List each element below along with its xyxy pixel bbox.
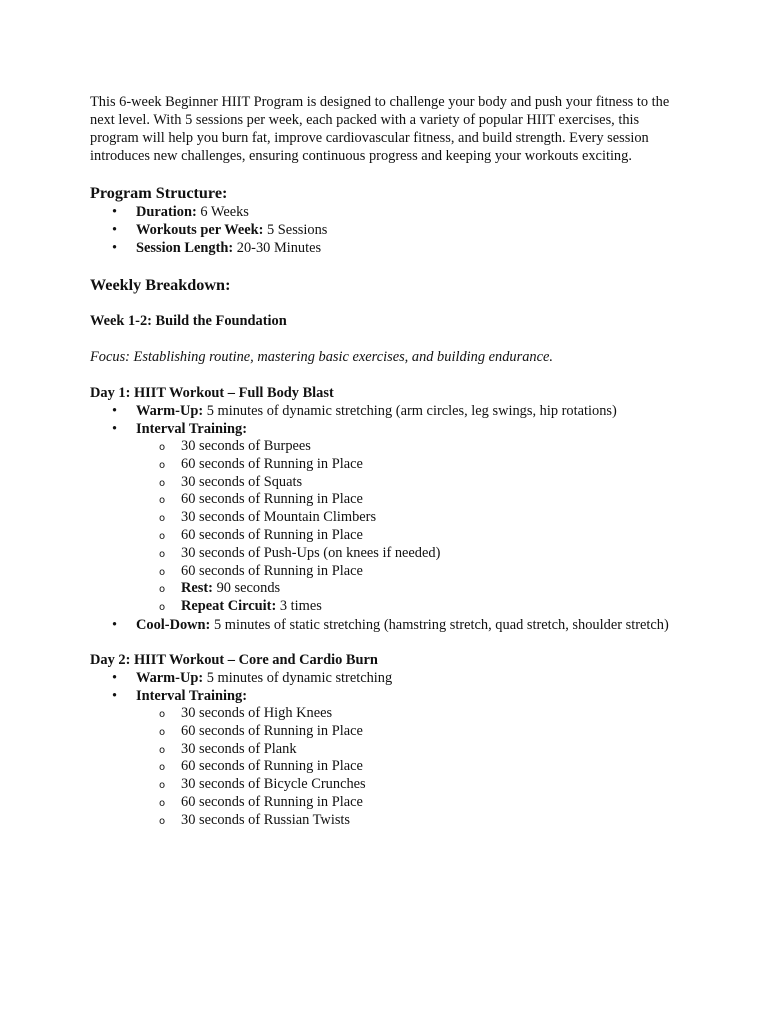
list-item (136, 563, 690, 581)
item-label: Cool-Down: (136, 616, 211, 633)
circle-bullet-icon: o (159, 548, 166, 560)
item-value: 90 seconds (212, 580, 281, 597)
item-text: 30 seconds of Plank (181, 740, 297, 757)
item-text: 30 seconds of Mountain Climbers (181, 509, 377, 526)
list-item (136, 545, 690, 563)
item-value: 5 minutes of static stretching (hamstring stretch, quad stretch, shoulder stretch) (210, 616, 669, 633)
day1-interval-list (136, 438, 690, 616)
circle-bullet-icon: o (159, 708, 166, 720)
list-item (90, 687, 690, 830)
weekly-breakdown-heading: Weekly Breakdown: (90, 276, 231, 294)
item-text: 30 seconds of Squats (181, 473, 303, 490)
item-text: 60 seconds of Running in Place (181, 758, 363, 775)
list-item (90, 616, 690, 634)
intro-paragraph: This 6-week Beginner HIIT Program is designed to challenge your body and push your fitness to the next level. With 5 sessions per week, each packed with a variety of popular HIIT exercises, this program will help you burn fat, improve cardiovascular fitness, and build strength. Every session introduces new challenges, ensuring continuous progress and keeping your workouts exciting. (90, 94, 670, 164)
item-label: Warm-Up: (136, 403, 204, 419)
day2-interval-list (136, 705, 690, 830)
list-item (90, 221, 690, 239)
item-text: 30 seconds of High Knees (181, 704, 333, 721)
circle-bullet-icon: o (159, 815, 166, 827)
list-item (136, 527, 690, 545)
list-item (136, 741, 690, 759)
list-item (136, 776, 690, 794)
list-item (136, 794, 690, 812)
list-item (90, 203, 690, 221)
item-value: 5 minutes of dynamic stretching (203, 669, 393, 686)
item-text: 60 seconds of Running in Place (181, 722, 363, 739)
day2-list (90, 669, 690, 830)
list-item (136, 598, 690, 616)
list-item (90, 402, 690, 420)
list-item (136, 812, 690, 830)
item-value: 5 Sessions (263, 222, 328, 238)
circle-bullet-icon: o (159, 530, 166, 542)
list-item (90, 420, 690, 616)
focus-text: Focus: Establishing routine, mastering basic exercises, and building endurance. (90, 349, 553, 365)
circle-bullet-icon: o (159, 495, 166, 507)
circle-bullet-icon: o (159, 762, 166, 774)
day1-list (90, 402, 690, 634)
day2-heading: Day 2: HIIT Workout – Core and Cardio Burn (90, 651, 378, 668)
circle-bullet-icon: o (159, 797, 166, 809)
list-item (136, 758, 690, 776)
list-item (136, 491, 690, 509)
item-label: Duration: (136, 204, 197, 220)
list-item (136, 456, 690, 474)
item-label: Rest: (181, 580, 213, 597)
circle-bullet-icon: o (159, 477, 166, 489)
item-text: 60 seconds of Running in Place (181, 793, 363, 810)
list-item (136, 580, 690, 598)
list-item (136, 509, 690, 527)
item-text: 60 seconds of Running in Place (181, 491, 363, 508)
item-value: 6 Weeks (196, 204, 249, 220)
list-item (136, 705, 690, 723)
list-item (136, 723, 690, 741)
program-structure-heading: Program Structure: (90, 184, 228, 202)
item-value: 5 minutes of dynamic stretching (arm circles, leg swings, hip rotations) (203, 403, 617, 419)
program-structure-list (90, 203, 690, 257)
circle-bullet-icon: o (159, 780, 166, 792)
circle-bullet-icon: o (159, 602, 166, 614)
item-text: 60 seconds of Running in Place (181, 526, 363, 543)
circle-bullet-icon: o (159, 513, 166, 525)
circle-bullet-icon: o (159, 584, 166, 596)
item-label: Workouts per Week: (136, 222, 264, 238)
item-text: 30 seconds of Burpees (181, 438, 311, 454)
day1-heading: Day 1: HIIT Workout – Full Body Blast (90, 385, 334, 401)
circle-bullet-icon: o (159, 566, 166, 578)
circle-bullet-icon: o (159, 744, 166, 756)
item-text: 60 seconds of Running in Place (181, 562, 363, 579)
item-text: 30 seconds of Push-Ups (on knees if needed) (181, 544, 441, 561)
item-label: Warm-Up: (136, 669, 204, 686)
list-item (90, 239, 690, 257)
list-item (90, 669, 690, 687)
item-text: 30 seconds of Bicycle Crunches (181, 776, 366, 793)
item-value: 20-30 Minutes (233, 240, 322, 256)
circle-bullet-icon: o (159, 726, 166, 738)
item-label: Interval Training: (136, 687, 247, 704)
circle-bullet-icon: o (159, 459, 166, 471)
circle-bullet-icon: o (159, 442, 166, 453)
week-heading: Week 1-2: Build the Foundation (90, 313, 287, 329)
item-text: 60 seconds of Running in Place (181, 455, 363, 472)
item-label: Session Length: (136, 240, 234, 256)
item-label: Repeat Circuit: (181, 598, 277, 615)
item-value: 3 times (276, 598, 322, 615)
document-page (90, 93, 690, 830)
item-label: Interval Training: (136, 421, 247, 437)
list-item (136, 438, 690, 456)
item-text: 30 seconds of Russian Twists (181, 811, 351, 828)
list-item (136, 474, 690, 492)
